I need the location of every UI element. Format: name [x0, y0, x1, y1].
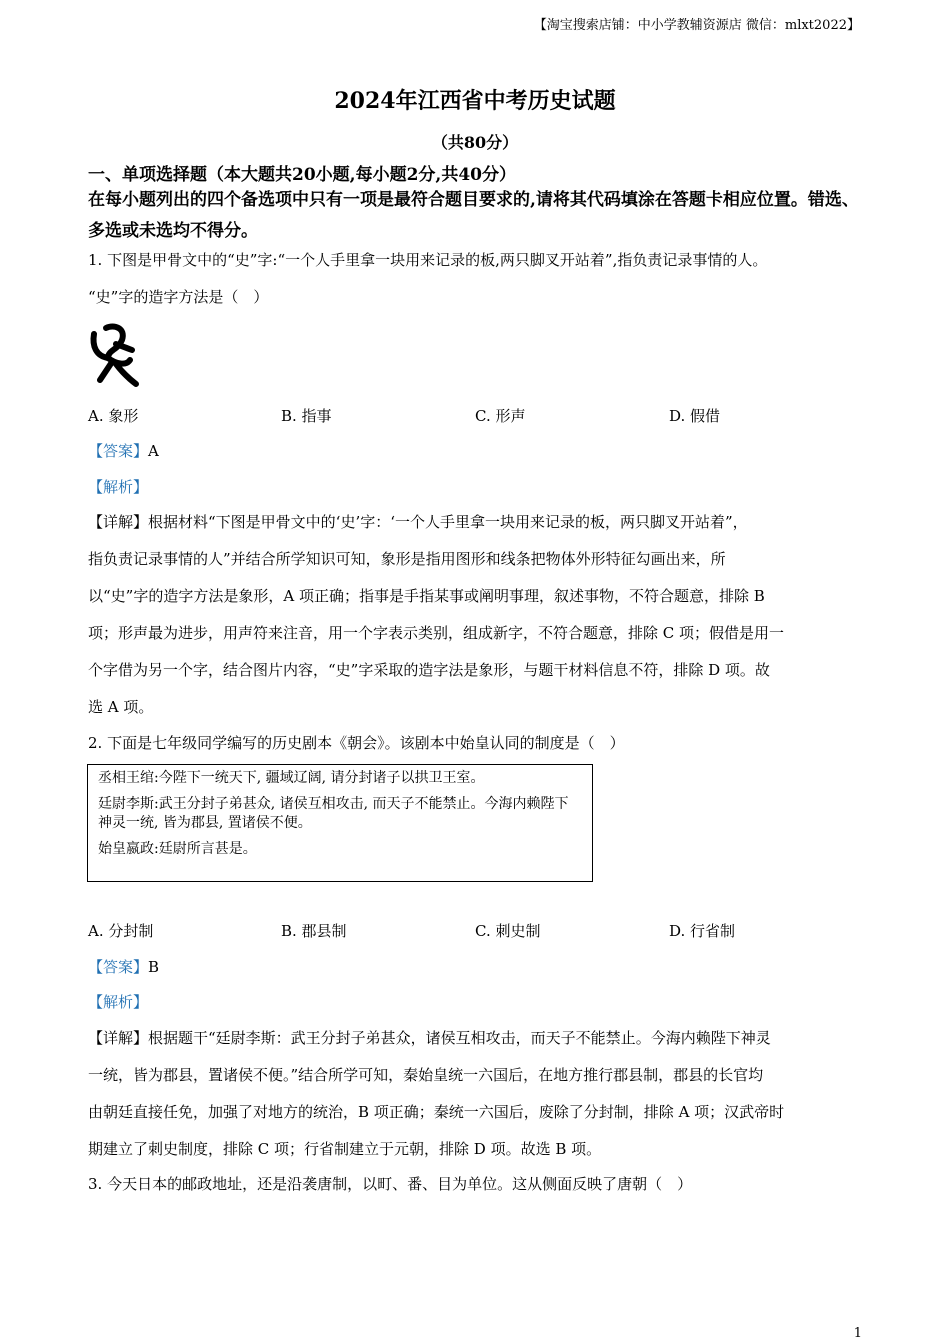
q1-option-a: A. 象形: [88, 407, 139, 425]
q2-detail-line-1: [88, 1027, 771, 1048]
section-heading: 一、单项选择题（本大题共20小题,每小题2分,共40分）: [88, 165, 516, 185]
q1-detail-line-6: 选 A 项。: [88, 698, 154, 716]
script-line-li: 廷尉李斯:武王分封子弟甚众, 诸侯互相攻击, 而天子不能禁止。今海内赖陛下神灵一统, 皆为郡县, 置诸侯不便。: [98, 796, 569, 831]
q1-analysis: [88, 476, 148, 497]
q1-answer: [88, 440, 159, 461]
q1-answer-value: A: [148, 442, 159, 460]
q2-option-b: B. 郡县制: [281, 922, 347, 940]
q1-stem-line2: “史”字的造字方法是（ ）: [88, 288, 269, 306]
q1-option-b: B. 指事: [281, 407, 332, 425]
script-line-ying: 始皇嬴政:廷尉所言甚是。: [98, 841, 257, 857]
detail-text: 根据题干“廷尉李斯：武王分封子弟甚众，诸侯互相攻击，而天子不能禁止。今海内赖陛下神灵: [148, 1029, 771, 1047]
detail-label: 【详解】: [88, 513, 149, 531]
instructions: 在每小题列出的四个备选项中只有一项是最符合题目要求的,请将其代码填涂在答题卡相应位置。错选、多选或未选均不得分。: [88, 190, 859, 241]
q2-detail-line-2: 一统，皆为郡县，置诸侯不便。”结合所学可知，秦始皇统一六国后，在地方推行郡县制，郡县的长官均: [88, 1066, 764, 1084]
q2-option-a: A. 分封制: [88, 922, 154, 940]
q2-detail-line-4: 期建立了刺史制度，排除 C 项；行省制建立于元朝，排除 D 项。故选 B 项。: [88, 1140, 602, 1158]
page-title: 2024年江西省中考历史试题: [334, 88, 616, 114]
q2-answer: [88, 956, 159, 977]
analysis-label: 【解析】: [88, 993, 149, 1011]
analysis-label: 【解析】: [88, 478, 149, 496]
q3-stem: 3. 今天日本的邮政地址，还是沿袭唐制，以町、番、目为单位。这从侧面反映了唐朝（ ）: [88, 1175, 693, 1193]
q2-answer-value: B: [148, 958, 160, 976]
q2-stem: 2. 下面是七年级同学编写的历史剧本《朝会》。该剧本中始皇认同的制度是（ ）: [88, 734, 625, 752]
page-subtitle: （共80分）: [431, 133, 519, 152]
page-header: 【淘宝搜索店铺：中小学教辅资源店 微信：mlxt2022】: [533, 18, 860, 33]
q1-stem-line1: 1. 下图是甲骨文中的“史”字:“一个人手里拿一块用来记录的板,两只脚叉开站着”,指负责记录事情的人。: [88, 251, 768, 269]
q1-detail-line-2: 指负责记录事情的人”并结合所学知识可知，象形是指用图形和线条把物体外形特征勾画出来，所: [88, 550, 726, 568]
q1-detail-line-5: 个字借为另一个字，结合图片内容，“史”字采取的造字法是象形，与题干材料信息不符，排除 D 项。故: [88, 661, 770, 679]
q2-analysis: [88, 991, 148, 1012]
detail-label: 【详解】: [88, 1029, 149, 1047]
answer-label: 【答案】: [88, 958, 149, 976]
page-number: 1: [853, 1326, 862, 1341]
oracle-bone-shi-glyph: [86, 320, 142, 390]
script-line-wang: 丞相王绾:今陛下一统天下, 疆域辽阔, 请分封诸子以拱卫王室。: [98, 770, 485, 786]
q2-detail-line-3: 由朝廷直接任免，加强了对地方的统治，B 项正确；秦统一六国后，废除了分封制，排除 A 项；汉武帝时: [88, 1103, 785, 1121]
q1-detail-line-3: 以“史”字的造字方法是象形，A 项正确；指事是手指某事或阐明事理，叙述事物，不符合题意，排除 B: [88, 587, 765, 605]
q1-detail-line-1: [88, 511, 748, 532]
q2-option-c: C. 刺史制: [475, 922, 541, 940]
script-box: [87, 764, 593, 882]
answer-label: 【答案】: [88, 442, 149, 460]
detail-text: 根据材料“下图是甲骨文中的‘史’字：‘一个人手里拿一块用来记录的板，两只脚叉开站着”，: [148, 513, 748, 531]
q2-option-d: D. 行省制: [669, 922, 736, 940]
q1-option-d: D. 假借: [669, 407, 721, 425]
q1-detail-line-4: 项；形声最为进步，用声符来注音，用一个字表示类别，组成新字，不符合题意，排除 C 项；假借是用一: [88, 624, 785, 642]
q1-option-c: C. 形声: [475, 407, 526, 425]
